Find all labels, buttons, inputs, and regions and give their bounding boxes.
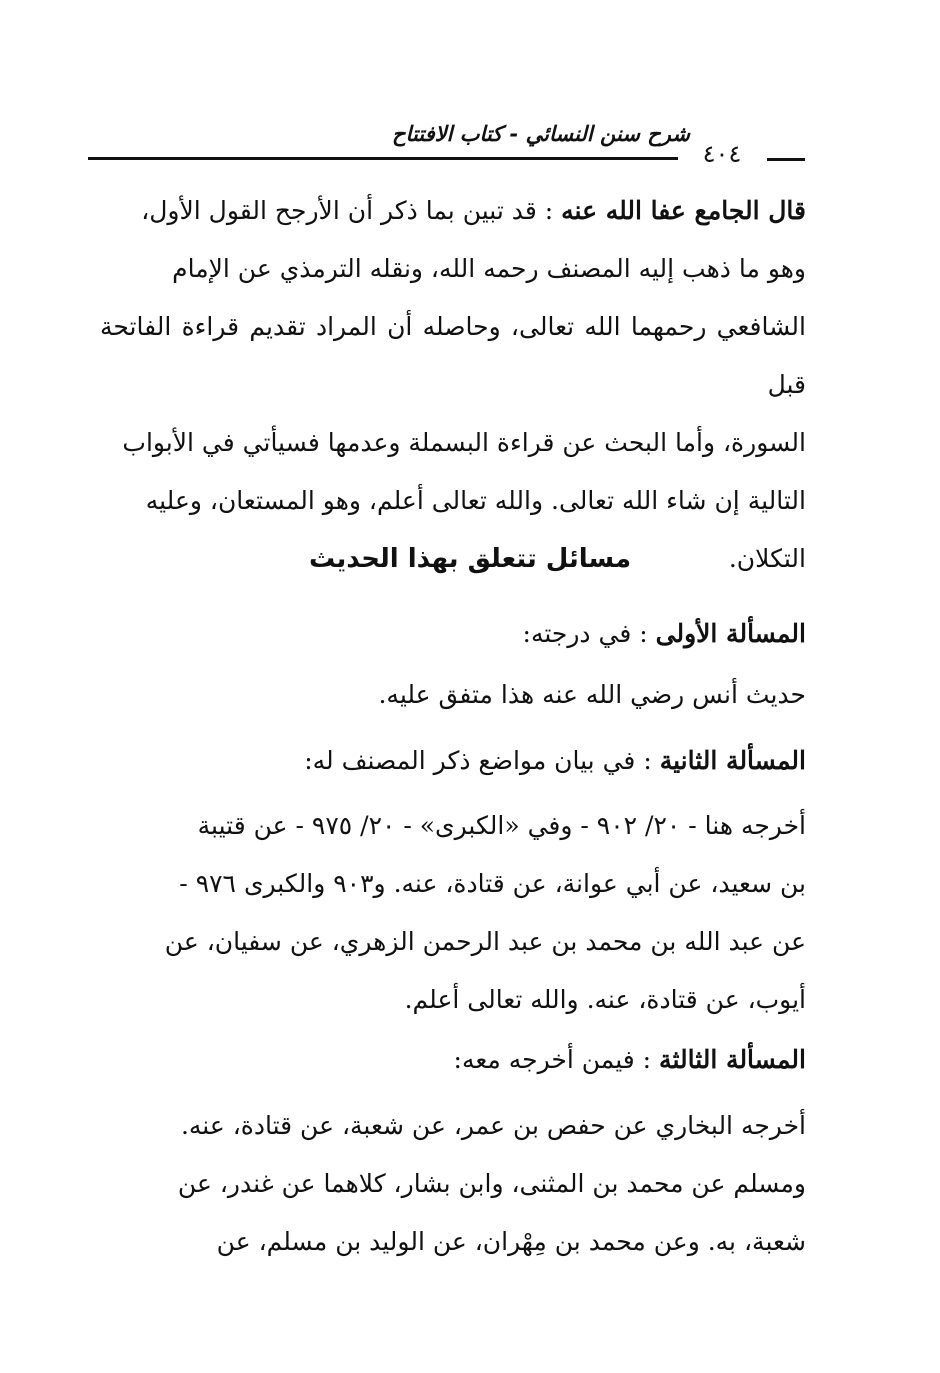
intro-lead: قال الجامع عفا الله عنه [561, 196, 806, 225]
masala1-text: حديث أنس رضي الله عنه هذا متفق عليه. [378, 680, 806, 709]
masala3-heading [100, 1031, 806, 1089]
intro-paragraph [100, 182, 806, 588]
section-heading: مسائل تتعلق بهذا الحديث [308, 544, 632, 574]
header-rule [88, 157, 678, 160]
masala2-label: المسألة الثانية [659, 746, 806, 775]
masala1-heading [100, 605, 806, 663]
masala1-title: : في درجته: [522, 619, 648, 648]
masala2-heading [100, 732, 806, 790]
page-number: ٤٠٤ [702, 140, 742, 168]
masala2-title: : في بيان مواضع ذكر المصنف له: [304, 746, 652, 775]
masala2-text: أخرجه هنا - ٢٠/ ٩٠٢ - وفي «الكبرى» - ٢٠/ ٩٧٥ - عن قتيبة بن سعيد، عن أبي عوانة، عن قتادة، عنه. و٩٠٣ والكبرى ٩٧٦ - عن عبد الله بن محمد بن عبد الرحمن الزهري، عن سفيان، عن أيوب، عن قتادة، عنه. والله تعالى أعلم. [164, 811, 806, 1014]
masala3-label: المسألة الثالثة [659, 1045, 806, 1074]
masala3-text: أخرجه البخاري عن حفص بن عمر، عن شعبة، عن قتادة، عنه. ومسلم عن محمد بن المثنى، وابن بشار، كلاهما عن غندر، عن شعبة، به. وعن محمد بن مِهْران، عن الوليد بن مسلم، عن [177, 1111, 806, 1256]
masala3-title: : فيمن أخرجه معه: [453, 1045, 652, 1074]
running-header-title: شرح سنن النسائي - كتاب الافتتاح [392, 122, 690, 146]
intro-text: : قد تبين بما ذكر أن الأرجح القول الأول، وهو ما ذهب إليه المصنف رحمه الله، ونقله الترمذي عن الإمام الشافعي رحمهما الله تعالى، وحاصله أن المراد تقديم قراءة الفاتحة قبل السورة، وأما البحث عن قراءة البسملة وعدمها فسيأتي في الأبواب التالية إن شاء الله تعالى. والله تعالى أعلم، وهو المستعان، وعليه التكلان. [100, 196, 806, 573]
page-number-dash [767, 158, 805, 161]
masala1-label: المسألة الأولى [655, 619, 806, 648]
